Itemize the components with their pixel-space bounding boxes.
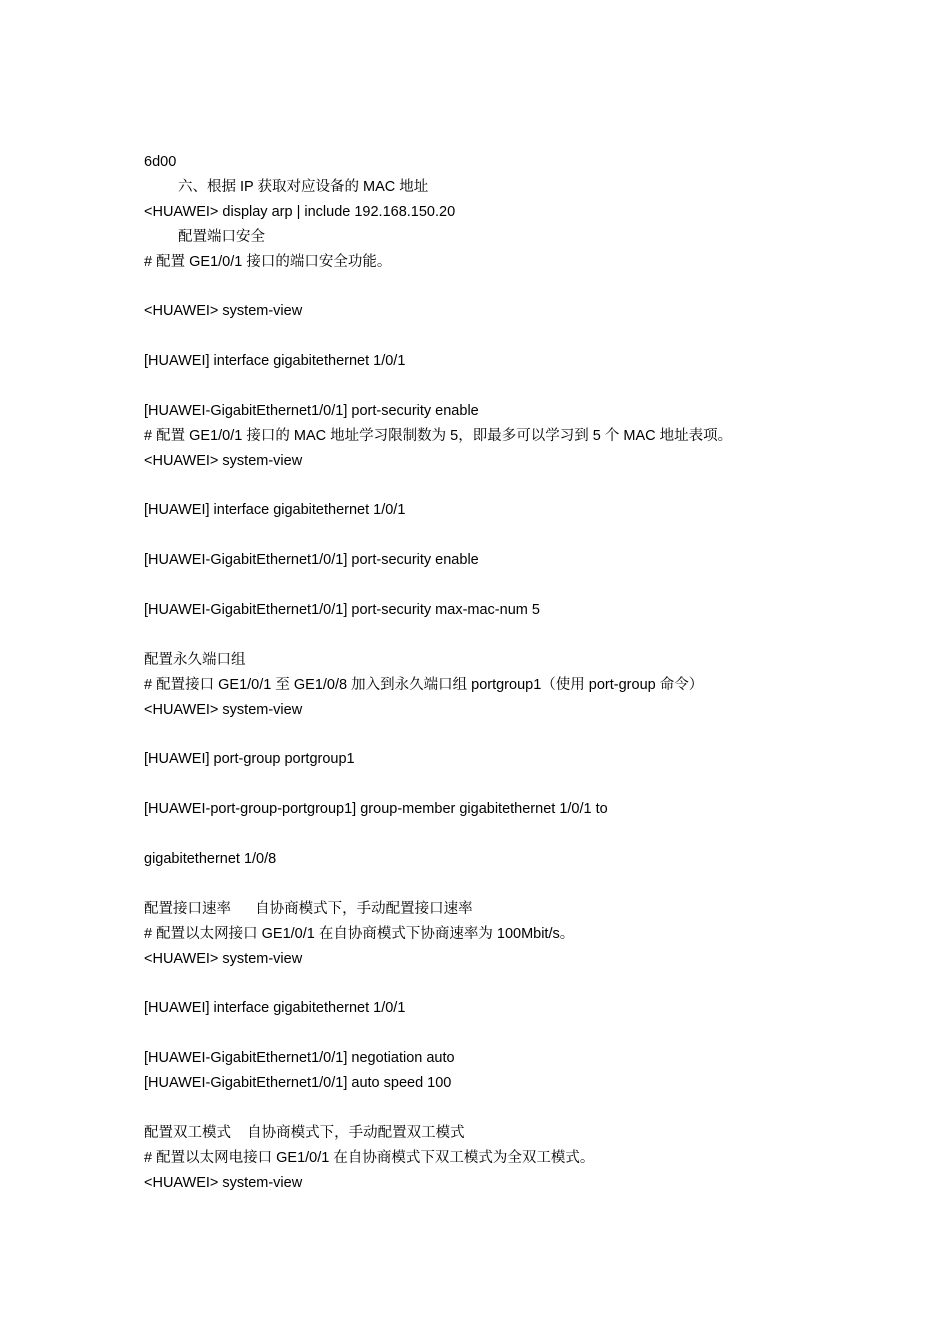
command-line: [HUAWEI] interface gigabitethernet 1/0/1 [144, 353, 406, 369]
comment-line: # 配置 GE1/0/1 接口的端口安全功能。 [144, 254, 392, 270]
command-line: [HUAWEI-GigabitEthernet1/0/1] port-security max-mac-num 5 [144, 602, 540, 618]
section-heading: 配置接口速率 自协商模式下，手动配置接口速率 [144, 901, 473, 917]
section-heading: 配置永久端口组 [144, 652, 246, 668]
command-line: <HUAWEI> system-view [144, 702, 303, 718]
doc-line: 6d00 [144, 154, 177, 170]
command-line: [HUAWEI] interface gigabitethernet 1/0/1 [144, 1000, 406, 1016]
section-heading: 六、根据 IP 获取对应设备的 MAC 地址 [178, 179, 429, 195]
comment-line: # 配置接口 GE1/0/1 至 GE1/0/8 加入到永久端口组 portgroup1（使用 port-group 命令） [144, 677, 704, 693]
command-line: gigabitethernet 1/0/8 [144, 851, 277, 867]
command-line: [HUAWEI-GigabitEthernet1/0/1] auto speed 100 [144, 1075, 452, 1091]
command-line: <HUAWEI> system-view [144, 1175, 303, 1191]
command-line: <HUAWEI> system-view [144, 303, 303, 319]
command-line: [HUAWEI-GigabitEthernet1/0/1] port-security enable [144, 552, 479, 568]
command-line: [HUAWEI-GigabitEthernet1/0/1] port-security enable [144, 403, 479, 419]
comment-line: # 配置 GE1/0/1 接口的 MAC 地址学习限制数为 5，即最多可以学习到 5 个 MAC 地址表项。 [144, 428, 733, 444]
comment-line: # 配置以太网电接口 GE1/0/1 在自协商模式下双工模式为全双工模式。 [144, 1150, 595, 1166]
command-line: [HUAWEI-port-group-portgroup1] group-member gigabitethernet 1/0/1 to [144, 801, 608, 817]
command-line: [HUAWEI-GigabitEthernet1/0/1] negotiation auto [144, 1050, 455, 1066]
section-heading: 配置双工模式 自协商模式下，手动配置双工模式 [144, 1125, 465, 1141]
command-line: [HUAWEI] interface gigabitethernet 1/0/1 [144, 502, 406, 518]
command-line: <HUAWEI> system-view [144, 951, 303, 967]
section-heading: 配置端口安全 [178, 229, 265, 245]
command-line: <HUAWEI> system-view [144, 453, 303, 469]
command-line: [HUAWEI] port-group portgroup1 [144, 751, 355, 767]
command-line: <HUAWEI> display arp | include 192.168.150.20 [144, 204, 456, 220]
comment-line: # 配置以太网接口 GE1/0/1 在自协商模式下协商速率为 100Mbit/s。 [144, 926, 575, 942]
